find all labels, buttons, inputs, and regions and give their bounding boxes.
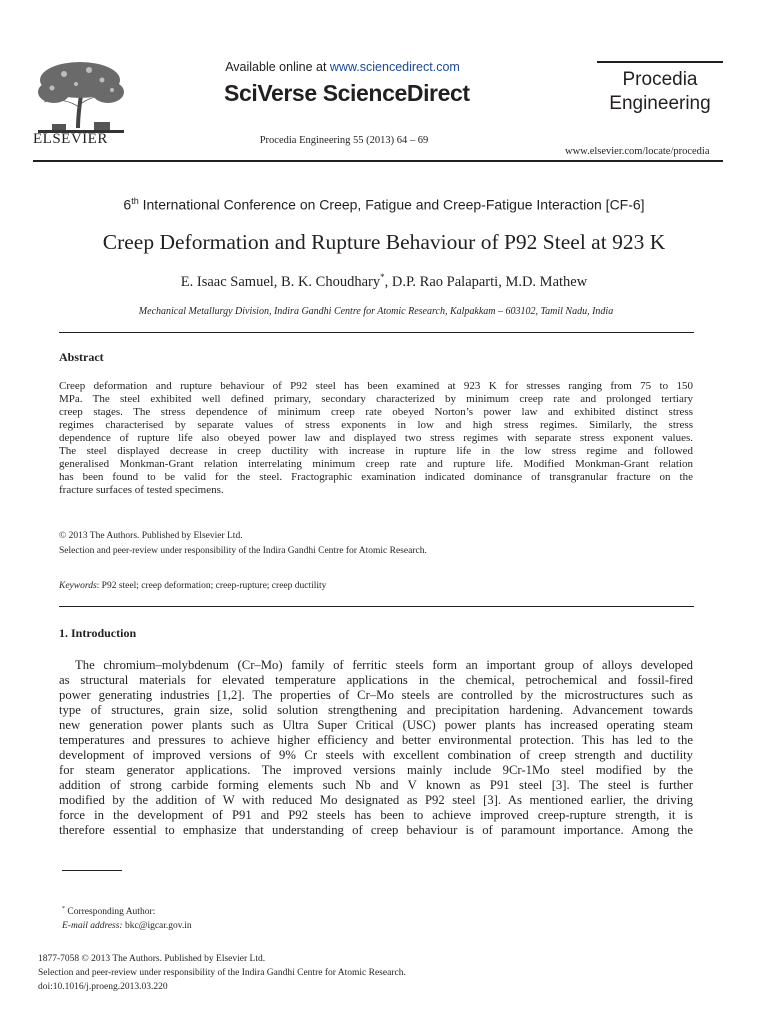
abstract-heading: Abstract	[59, 350, 104, 364]
sciencedirect-link[interactable]: www.sciencedirect.com	[329, 60, 460, 74]
journal-name-box	[597, 61, 723, 116]
abstract-line: dependence of rupture life also obeyed power law and displayed two stress regimes with separate stress exponent values.	[59, 432, 693, 444]
keywords-text: : P92 steel; creep deformation; creep-rupture; creep ductility	[96, 581, 327, 591]
authors-rest: , D.P. Rao Palaparti, M.D. Mathew	[384, 273, 588, 290]
section-heading-introduction: 1. Introduction	[59, 626, 137, 640]
body-line: modified by the addition of W with reduced Mo designated as P92 steel [3]. As mentioned earlier, the driving	[59, 793, 693, 807]
corresponding-author-note	[62, 906, 155, 917]
author-list	[0, 272, 768, 291]
footnote-mark: *	[62, 906, 65, 912]
paper-title: Creep Deformation and Rupture Behaviour of P92 Steel at 923 K	[102, 230, 666, 254]
body-line: The chromium–molybdenum (Cr–Mo) family of ferritic steels form an important group of alloys developed	[75, 658, 693, 672]
sciverse-sciencedirect-logo: SciVerse ScienceDirect	[224, 80, 470, 106]
available-online-line	[0, 60, 685, 74]
body-line: for steam generator applications. The improved versions mainly include 9Cr-1Mo steel modified by the	[59, 763, 693, 777]
abstract-line: regimes characterised by separate values of stress exponents in low and high stress regimes. Similarly, the stress	[59, 419, 693, 431]
issn-copyright: 1877-7058 © 2013 The Authors. Published by Elsevier Ltd.	[38, 954, 266, 964]
footnote-divider	[62, 870, 122, 871]
elsevier-journal-link[interactable]: www.elsevier.com/locate/procedia	[565, 146, 710, 157]
abstract-peer-review: Selection and peer-review under responsibility of the Indira Gandhi Centre for Atomic Research.	[59, 546, 427, 556]
conference-text: International Conference on Creep, Fatigue and Creep-Fatigue Interaction [CF-6]	[138, 196, 645, 213]
abstract-line: Creep deformation and rupture behaviour of P92 steel has been examined at 923 K for stresses ranging from 75 to 150	[59, 380, 693, 392]
abstract-line: creep stages. The stress dependence of minimum creep rate obeyed Norton’s power law and exhibited distinct stress	[59, 406, 693, 418]
abstract-line: The steel displayed decrease in creep ductility with increase in rupture life in the low stress regime and followed	[59, 445, 693, 457]
corresponding-author-label: Corresponding Author:	[65, 907, 156, 918]
body-line: force in the development of P91 and P92 steels has been to achieve improved creep-rupture strength, it is	[59, 808, 693, 822]
conference-ordinal: 6	[123, 196, 132, 213]
keywords	[59, 581, 326, 591]
email-address[interactable]: bkc@igcar.gov.in	[122, 921, 192, 931]
header-divider	[33, 160, 723, 162]
body-line: therefore essential to emphasize that understanding of creep behaviour is of paramount importance. Among the	[59, 823, 693, 837]
abstract-copyright: © 2013 The Authors. Published by Elsevier Ltd.	[59, 531, 243, 541]
body-line: development of improved versions of 9% Cr steels with excellent combination of creep strength and ductility	[59, 748, 693, 762]
authors-first: E. Isaac Samuel, B. K. Choudhary	[180, 273, 381, 290]
journal-citation: Procedia Engineering 55 (2013) 64 – 69	[259, 135, 429, 146]
corresponding-mark: *	[380, 272, 385, 282]
journal-name-line-1: Procedia	[622, 69, 698, 90]
conference-ordinal-suffix: th	[131, 196, 139, 206]
abstract-line: generalised Monkman-Grant relation interrelating minimum creep rate and rupture life. Modified Monkman-Grant relation	[59, 458, 693, 470]
body-line: temperatures and pressures to achieve higher efficiency and better environmental protection. This has led to the	[59, 733, 693, 747]
conference-name	[0, 196, 768, 213]
email-note	[62, 921, 192, 931]
affiliation: Mechanical Metallurgy Division, Indira Gandhi Centre for Atomic Research, Kalpakkam – 603102, Tamil Nadu, India	[138, 306, 614, 317]
abstract-bottom-divider	[59, 606, 694, 607]
keywords-label: Keywords	[59, 581, 97, 591]
journal-name-line-2: Engineering	[609, 93, 711, 114]
email-label: E-mail address:	[62, 921, 123, 931]
body-line: as structural materials for elevated temperature applications in the chemical, petrochemical and fossil-fired	[59, 673, 693, 687]
doi-link[interactable]: doi:10.1016/j.proeng.2013.03.220	[38, 982, 168, 992]
available-prefix: Available online at	[225, 60, 330, 74]
abstract-line: fracture surfaces of tested specimens.	[59, 484, 224, 496]
body-line: power generating industries [1,2]. The properties of Cr–Mo steels are controlled by the microstructures such as	[59, 688, 693, 702]
abstract-top-divider	[59, 332, 694, 333]
footer-peer-review: Selection and peer-review under responsibility of the Indira Gandhi Centre for Atomic Research.	[38, 968, 406, 978]
body-line: addition of strong carbide forming elements such Nb and V known as P91 steel [3]. The steel is further	[59, 778, 693, 792]
abstract-line: MPa. The steel exhibited well defined primary, secondary characterized by minimum creep rate and prolonged tertiary	[59, 393, 693, 405]
body-line: new generation power plants such as Ultra Super Critical (USC) power plants has increased operating steam	[59, 718, 693, 732]
publisher-logo-text: ELSEVIER	[33, 131, 108, 147]
body-line: type of structures, grain size, solid solution strengthening and precipitation hardening. Advancement towards	[59, 703, 693, 717]
abstract-line: has been found to be valid for the steel. Fractographic examination indicated dominance of transgranular fracture on the	[59, 471, 693, 483]
